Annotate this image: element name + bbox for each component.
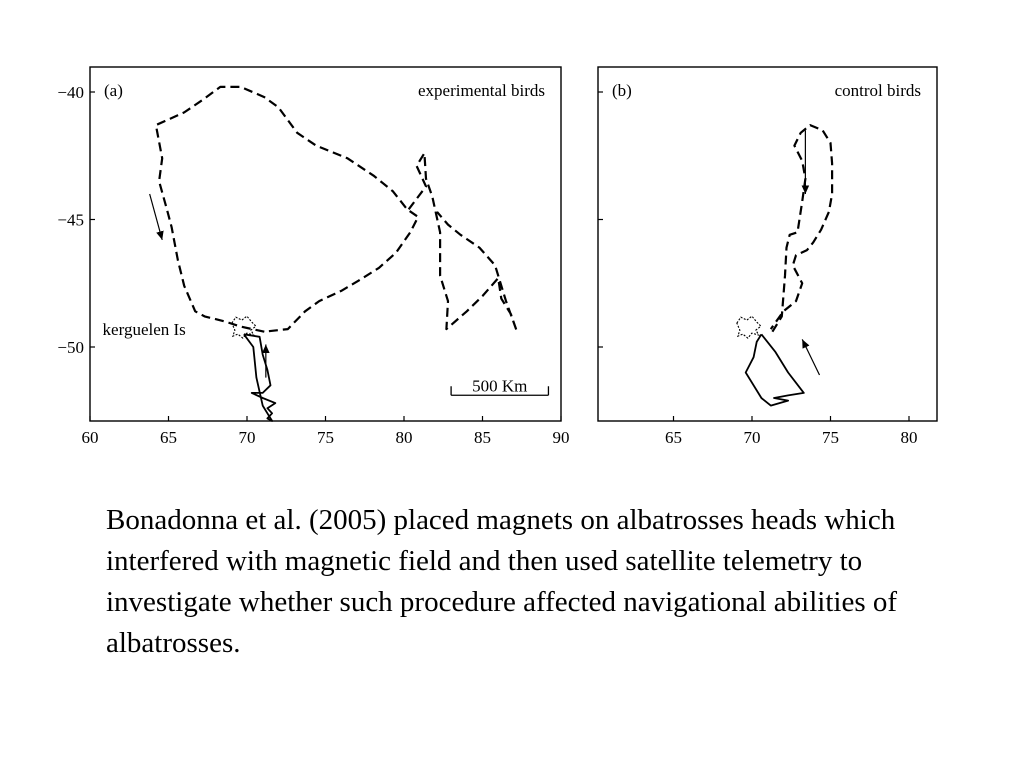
direction-arrow (150, 194, 163, 240)
panel-a-experimental-birds (57, 67, 569, 447)
x-tick-label: 65 (665, 428, 682, 447)
plot-frame (90, 67, 561, 421)
x-tick-label: 65 (160, 428, 177, 447)
track-solid-1 (746, 334, 804, 405)
x-tick-label: 60 (81, 428, 99, 447)
x-tick-label: 85 (474, 428, 491, 447)
kerguelen-island-outline (737, 316, 761, 338)
panel-title: control birds (834, 81, 921, 100)
x-tick-label: 80 (900, 428, 918, 447)
y-tick-label: −40 (57, 83, 84, 102)
island-label: kerguelen Is (102, 320, 186, 340)
x-tick-label: 70 (238, 428, 256, 447)
panel-title: experimental birds (418, 81, 545, 100)
x-tick-label: 90 (552, 428, 570, 447)
x-tick-label: 70 (743, 428, 761, 447)
plot-frame (598, 67, 937, 421)
track-dashed-0 (156, 87, 418, 332)
y-tick-label: −45 (57, 210, 84, 230)
y-tick-label: −50 (57, 338, 84, 357)
scale-bar-label: 500 Km (472, 376, 528, 396)
direction-arrow (802, 339, 819, 375)
track-dashed-1 (409, 153, 517, 332)
panel-label: (a) (104, 81, 123, 100)
panel-label: (b) (612, 81, 632, 100)
track-dashed-0 (771, 125, 832, 332)
panel-b-control-birds (598, 67, 937, 447)
track-solid-2 (244, 334, 275, 421)
figure-caption: Bonadonna et al. (2005) placed magnets on albatrosses heads which interfered with magnetic field and then used satellite telemetry to investigate whether such procedure affected navigational abilities of albatrosses. (106, 504, 898, 659)
x-tick-label: 75 (822, 428, 839, 447)
x-tick-label: 75 (317, 428, 334, 447)
x-tick-label: 80 (395, 428, 413, 447)
